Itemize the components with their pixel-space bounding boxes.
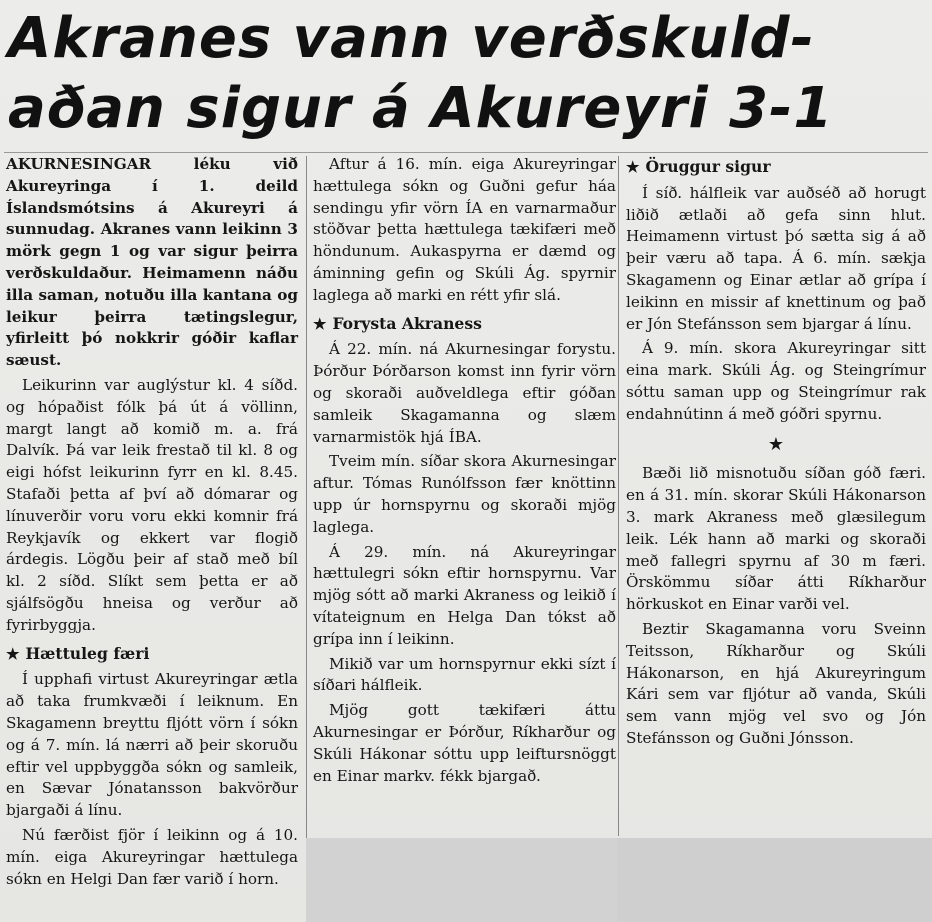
paragraph: Beztir Skagamanna voru Sveinn Teitsson, Ríkharður og Skúli Hákonarson, en hjá Akureyringum Kári sem var fljótur að vanda, Skúli sem vann mjög vel svo og Jón Stefánsson og Guðni Jónsson. <box>626 619 926 747</box>
headline-rule <box>4 152 928 153</box>
paragraph: Bæði lið misnotuðu síðan góð færi. en á 31. mín. skorar Skúli Hákonarson 3. mark Akraness með glæsilegum leik. Lék hann að marki og skoraði með fallegri spyrnu af 30 m færi. Örskömmu síðar átti Ríkharður hörkuskot en Einar varði vel. <box>626 464 926 614</box>
column-rule-2 <box>618 156 619 836</box>
blank-area <box>617 838 932 922</box>
paragraph: Á 29. mín. ná Akureyringar hættulegri sókn eftir hornspyrnu. Var mjög sótt að marki Akraness og leikið í vítateignum en Helga Dan tókst að grípa inn í leikinn. <box>313 542 616 648</box>
paragraph: Mjög gott tækifæri áttu Akurnesingar er Þórður, Ríkharður og Skúli Hákonar sóttu upp leiftursnöggt en Einar markv. fékk bjargað. <box>313 701 616 785</box>
section-star-icon: ★ <box>767 433 785 455</box>
lead-paragraph: AKURNESINGAR léku við Akureyringa í 1. deild Íslandsmótsins á Akureyri á sunnudag. Akranes vann leikinn 3 mörk gegn 1 og var sigur þeirra verðskuldaður. Heimamenn náðu illa saman, notuðu illa kantana og leikur þeirra tætingslegur, yfirleitt þó nokkrir góðir kaflar sæust. <box>6 155 298 370</box>
subheading-haettuleg-faeri <box>6 643 298 666</box>
subheading-text: Forysta Akraness <box>332 313 482 333</box>
column-2 <box>313 154 616 790</box>
paragraph: Í síð. hálfleik var auðséð að horugt liðið ætlaði að gefa sinn hlut. Heimamenn virtust þó sætta sig á að þeir væru að tapa. Á 6. mín. sækja Skagamenn og Einar ætlar að grípa í leikinn en missir af knettinum og það er Jón Stefánsson sem bjargar á línu. <box>626 183 926 333</box>
paragraph: Tveim mín. síðar skora Akurnesingar aftur. Tómas Runólfsson fær knöttinn upp úr hornspyrnu og skoraði mjög laglega. <box>313 452 616 536</box>
headline-line-1: Akranes vann verðskuld- <box>8 6 815 71</box>
column-1 <box>6 154 298 893</box>
blank-area <box>306 838 617 922</box>
paragraph: Mikið var um hornspyrnur ekki sízt í síðari hálfleik. <box>313 654 616 695</box>
paragraph: Aftur á 16. mín. eiga Akureyringar hættulega sókn og Guðni gefur háa sendingu yfir vörn ÍA en varnarmaður stöðvar þetta hættulega tækifæri með höndunum. Aukaspyrna er dæmd og áminning gefin og Skúli Ág. spyrnir laglega að marki en rétt yfir slá. <box>313 155 616 304</box>
subheading-text: Hættuleg færi <box>25 643 150 663</box>
star-icon: ★ <box>6 644 20 663</box>
paragraph: Leikurinn var auglýstur kl. 4 síðd. og hópaðist fólk þá út á völlinn, margt langt að komið m. a. frá Dalvík. Þá var leik frestað til kl. 8 og eigi hófst leikurinn fyrr en kl. 8.45. Stafaði þetta af því að dómarar og línuverðir voru voru ekki komnir frá Reykjavík og ekkert var flogið árdegis. Lögðu þeir af stað með bíl kl. 2 síðd. Slíkt sem þetta er að sjálfsögðu hneisa og verður að fyrirbyggja. <box>6 375 298 634</box>
star-icon: ★ <box>313 314 327 333</box>
paragraph: Á 22. mín. ná Akurnesingar forystu. Þórður Þórðarson komst inn fyrir vörn og skoraði auðveldlega eftir góðan samleik Skagamanna og slæm varnarmistök hjá ÍBA. <box>313 340 616 446</box>
column-rule-1 <box>306 156 307 920</box>
subheading-oruggur-sigur <box>626 156 926 179</box>
headline-line-2: aðan sigur á Akureyri 3-1 <box>8 76 834 141</box>
paragraph: Nú færðist fjör í leikinn og á 10. mín. eiga Akureyringar hættulega sókn en Helgi Dan fær varið í horn. <box>6 825 298 888</box>
headline <box>8 4 928 152</box>
subheading-forysta-akraness <box>313 313 616 336</box>
paragraph: Á 9. mín. skora Akureyringar sitt eina mark. Skúli Ág. og Steingrímur sóttu saman upp og Steingrímur rak endahnútinn á með góðri spyrnu. <box>626 339 926 423</box>
star-icon: ★ <box>626 158 640 176</box>
subheading-text: Öruggur sigur <box>645 157 771 176</box>
column-3 <box>626 154 926 753</box>
paragraph: Í upphafi virtust Akureyringar ætla að taka frumkvæði í leiknum. En Skagamenn breyttu fljótt vörn í sókn og á 7. mín. lá nærri að þeir skoruðu eftir vel uppbyggða sókn og samleik, en Sævar Jónatansson bakvörður bjargaði á línu. <box>6 670 298 820</box>
